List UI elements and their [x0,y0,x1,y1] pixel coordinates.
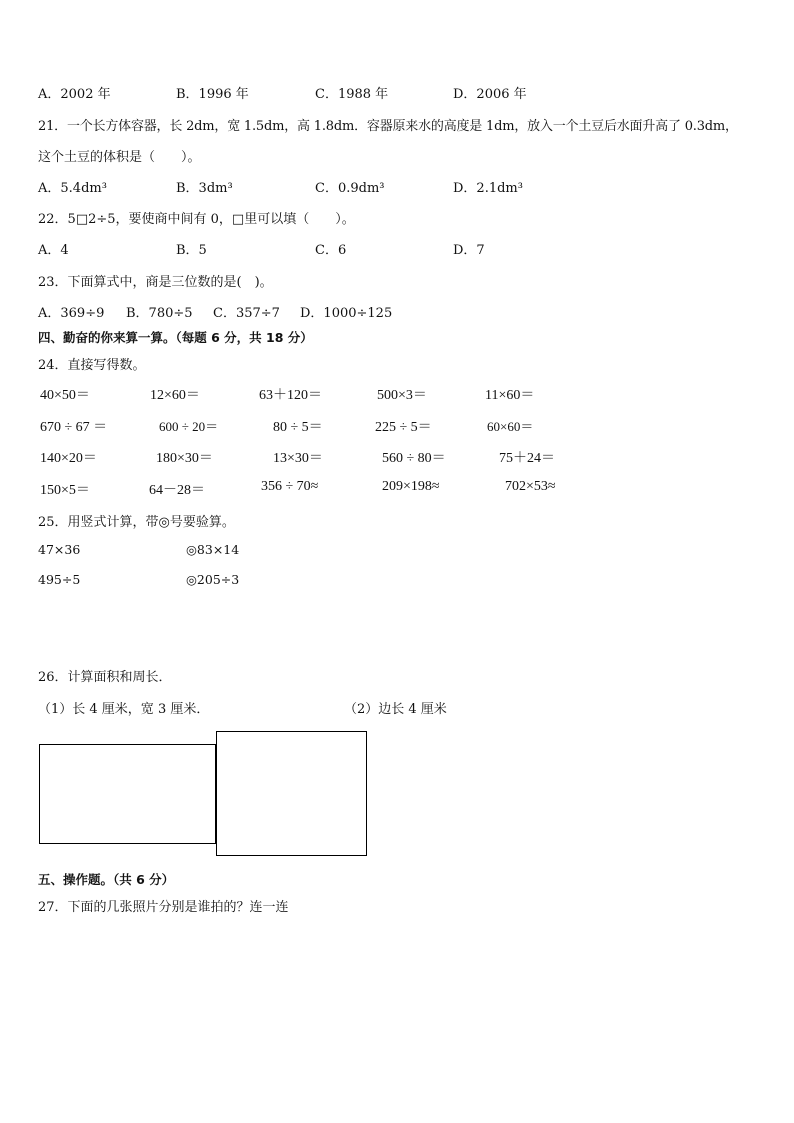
q24-item: 356 ÷ 70≈ [261,479,319,494]
q24-item: 560 ÷ 80＝ [382,451,446,466]
q25-item: 47×36 [38,542,81,557]
q22-option-a: A．4 [38,243,69,258]
q25-item: ◎83×14 [186,542,240,557]
q22-option-c: C．6 [315,243,347,258]
q21-stem-line2: 这个土豆的体积是（ ）。 [38,150,201,165]
q24-item: 40×50＝ [40,388,90,403]
q20-option-b: B．1996 年 [176,87,249,102]
q20-option-c: C．1988 年 [315,87,389,102]
q24-item: 64－28＝ [149,483,205,498]
q26-stem: 26．计算面积和周长． [38,670,172,685]
q24-item: 150×5＝ [40,483,90,498]
section-5-heading: 五、操作题。（共 6 分） [38,872,175,887]
q23-stem: 23．下面算式中，商是三位数的是( )。 [38,275,273,290]
q24-item: 80 ÷ 5＝ [273,420,323,435]
section-4-heading: 四、勤奋的你来算一算。（每题 6 分，共 18 分） [38,330,313,345]
q24-item: 600 ÷ 20＝ [159,419,219,434]
square-figure [216,731,367,856]
q25-item: 495÷5 [38,572,81,587]
q26-part-2-label: （2）边长 4 厘米 [344,702,447,717]
q24-item: 13×30＝ [273,451,323,466]
q24-stem: 24．直接写得数。 [38,358,146,373]
q24-item: 670 ÷ 67 ＝ [40,420,108,435]
q24-item: 75＋24＝ [499,451,555,466]
q24-item: 702×53≈ [505,479,556,494]
q21-option-b: B．3dm³ [176,181,233,196]
q24-item: 11×60＝ [485,388,535,403]
q23-option-b: B．780÷5 [126,306,193,321]
q20-option-d: D．2006 年 [453,87,527,102]
q22-option-d: D．7 [453,243,485,258]
q25-stem: 25．用竖式计算，带◎号要验算。 [38,515,235,530]
q21-option-a: A．5.4dm³ [38,181,107,196]
q21-option-c: C．0.9dm³ [315,181,385,196]
q24-item: 209×198≈ [382,479,440,494]
q24-item: 63＋120＝ [259,388,322,403]
q21-stem-line1: 21．一个长方体容器，长 2dm，宽 1.5dm，高 1.8dm．容器原来水的高度是 1dm，放入一个土豆后水面升高了 0.3dm， [38,119,738,134]
q24-item: 225 ÷ 5＝ [375,420,432,435]
q23-option-a: A．369÷9 [38,306,105,321]
q24-item: 140×20＝ [40,451,97,466]
q20-option-a: A．2002 年 [38,87,111,102]
q21-option-d: D．2.1dm³ [453,181,523,196]
q24-item: 500×3＝ [377,388,427,403]
q26-part-1-label: （1）长 4 厘米，宽 3 厘米． [38,702,210,717]
rectangle-figure [39,744,216,844]
q23-option-c: C．357÷7 [213,306,280,321]
q22-stem: 22．5□2÷5，要使商中间有 0，□里可以填（ ）。 [38,212,355,227]
q24-item: 60×60＝ [487,419,534,434]
q27-stem: 27．下面的几张照片分别是谁拍的？连一连 [38,900,289,915]
q24-item: 180×30＝ [156,451,213,466]
q24-item: 12×60＝ [150,388,200,403]
q23-option-d: D．1000÷125 [300,306,393,321]
q22-option-b: B．5 [176,243,207,258]
q25-item: ◎205÷3 [186,572,240,587]
